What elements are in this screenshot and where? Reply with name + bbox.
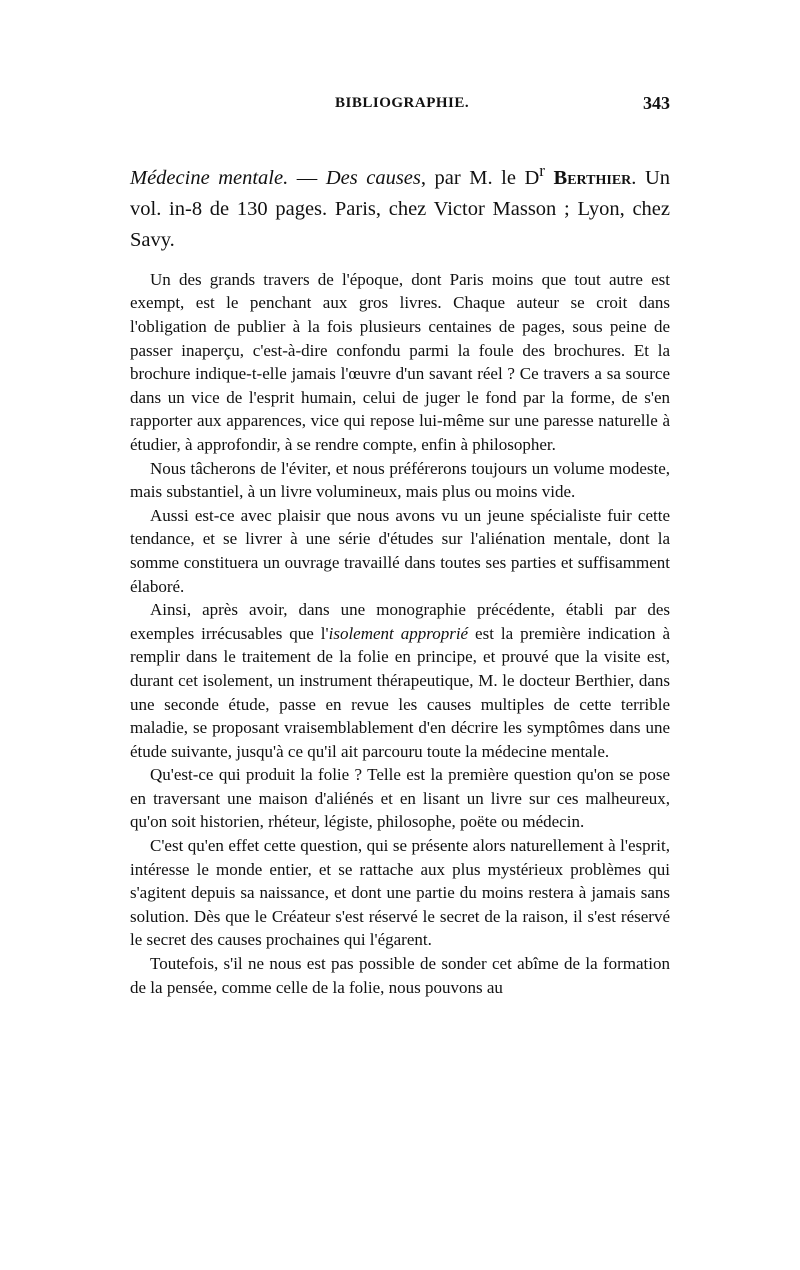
running-title: BIBLIOGRAPHIE. — [335, 95, 470, 111]
paragraph: Toutefois, s'il ne nous est pas possible de sonder cet abîme de la formation de la pensée, comme celle de la folie, nous pouvons au — [130, 954, 670, 997]
book-reference — [130, 155, 670, 256]
paragraph-emphasis: isolement approprié — [328, 623, 469, 643]
book-title: Des causes — [325, 166, 421, 189]
paragraph: Aussi est-ce avec plaisir que nous avons vu un jeune spécialiste fuir cette tendance, et se livrer à une série d'études sur l'aliénation mentale, dont la somme constituera un ouvrage travaillé dans toutes ses parties et suffisamment élaboré. — [130, 505, 670, 596]
book-ref-doctor-sup: r — [539, 161, 545, 180]
paragraph-text: Ainsi, après avoir, dans une monographie précédente, établi par des exemples irrécusables que l' — [130, 600, 670, 643]
book-page — [130, 95, 670, 999]
book-author: Berthier — [544, 166, 632, 189]
running-header — [130, 95, 670, 121]
book-ref-author-prefix: , par M. le D — [420, 166, 540, 189]
paragraph: Qu'est-ce qui produit la folie ? Telle est la première question qu'on se pose en traversant une maison d'aliénés et en lisant un livre sur ces malheureux, qu'on soit historien, rhéteur, légiste, philosophe, poëte ou médecin. — [130, 765, 670, 832]
book-ref-dash: — — [288, 166, 326, 189]
paragraph: Nous tâcherons de l'éviter, et nous préférerons toujours un volume modeste, mais substantiel, à un livre volumineux, mais plus ou moins vide. — [130, 458, 670, 502]
book-ref-details: . Un vol. in-8 de 130 pages. Paris, chez Victor Masson ; Lyon, chez Savy. — [130, 166, 670, 251]
review-body — [130, 268, 670, 999]
book-subject: Médecine mentale. — [130, 166, 289, 189]
paragraph: Un des grands travers de l'époque, dont Paris moins que tout autre est exempt, est le penchant aux gros livres. Chaque auteur se croit dans l'obligation de publier à la fois plusieurs centaines de pages, sous peine de passer inaperçu, c'est-à-dire confondu parmi la foule des brochures. Et la brochure indique-t-elle jamais l'œuvre d'un savant réel ? Ce travers a sa source dans un vice de l'esprit humain, celui de juger le fond par la forme, de s'en rapporter aux apparences, vice qui repose lui-même sur une paresse naturelle à étudier, à approfondir, à se rendre compte, enfin à philosopher. — [130, 269, 670, 454]
paragraph — [130, 598, 670, 763]
paragraph: C'est qu'en effet cette question, qui se présente alors naturellement à l'esprit, intéresse le monde entier, et se rattache aux plus mystérieux problèmes qui s'agitent depuis sa naissance, et dont une partie du moins restera à jamais sans solution. Dès que le Créateur s'est réservé le secret de la raison, il s'est réservé le secret des causes prochaines qui l'égarent. — [130, 836, 670, 950]
page-number: 343 — [643, 93, 670, 113]
paragraph-text: est la première indication à remplir dans le traitement de la folie en principe, et prouvé que la visite est, durant cet isolement, un instrument thérapeutique, M. le docteur Berthier, dans une seconde étude, passe en revue les causes multiples de cette terrible maladie, se proposant vraisemblablement d'en décrire les symptômes dans une étude suivante, jusqu'à ce qu'il ait parcouru toute la médecine mentale. — [130, 623, 670, 761]
